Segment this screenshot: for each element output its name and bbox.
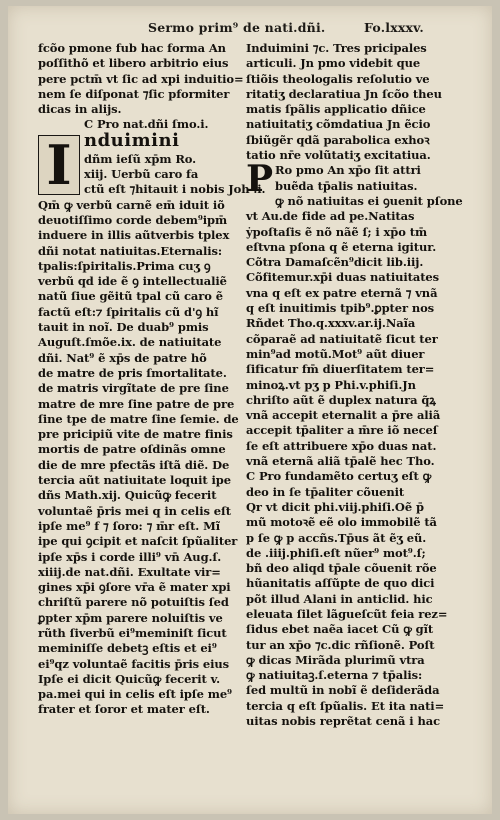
text-line: ſe eſt attribuere xp̄o duas nat.: [246, 438, 437, 453]
text-line: deuotiſſimo corde debem⁹ipm̄: [38, 212, 228, 227]
text-line: de matre de pris ſmortalitate.: [38, 365, 227, 380]
text-line: vna q eſt ex patre eternã ⁊ vnã: [246, 285, 438, 300]
text-line: natiuitatiʒ cõmdatiua Jn ẽcio: [246, 117, 431, 132]
text-line: ipſe xp̄s i corde illi⁹ vn̄ Aug.ſ.: [38, 549, 222, 564]
text-line: tur an xp̄o ⁊c.dic rñſionẽ. Poſt: [246, 637, 435, 652]
text-line: cõparaẽ ad natiuitatẽ ſicut ter: [246, 331, 438, 346]
sermon-heading: C Pro nat.dñi ſmo.i.: [84, 117, 209, 132]
text-line: gines xp̄i ꝯſore vr̄a ẽ mater xpi: [38, 580, 231, 595]
initial-word: nduimini: [84, 129, 180, 151]
text-line: C Pro fundamẽto certuʒ eſt ꝙ: [246, 469, 432, 484]
text-line: eleuata ſilet lãgueſcũt feia rez=: [246, 606, 448, 621]
text-line: Rñdet Tho.q.xxxv.ar.ij.Naĩa: [246, 316, 416, 331]
text-line: frater et ſoror et mater eſt.: [38, 702, 210, 717]
text-line: ipe qui ꝯcipit et naſcit ſpũaliter: [38, 534, 238, 549]
text-line: deo in ſe tp̄aliter cõuenit: [246, 484, 405, 499]
text-line: ipſe me⁹ f ⁊ ſoro: ⁊ m̄r eſt. Mĩ: [38, 518, 221, 533]
decorated-initial: [38, 132, 80, 197]
opening-block: [38, 129, 266, 198]
text-line: dñs Math.xij. Quicũꝙ fecerit: [38, 488, 217, 503]
text-line: meminiſſe debetꝫ eſtis et ei⁹: [38, 641, 217, 656]
left-body-lines: [38, 198, 244, 718]
text-line: ẏpoſtaſis ẽ nõ nãẽ ſ; i xp̄o tm̄: [246, 224, 428, 239]
text-line: Qm̄ ꝙ verbũ carnẽ em̄ iduit iõ: [38, 197, 225, 212]
text-line: pere pctm̄ vt ſic ad xpi induitio=: [38, 71, 244, 86]
text-line: tauit in noĩ. De duab⁹ pmis: [38, 320, 209, 335]
text-line: ſtiõis theologalis reſolutio ve: [246, 71, 430, 86]
page-header: [8, 16, 492, 36]
text-line: natũ ſiue gẽitũ tpal cũ caro ẽ: [38, 289, 223, 304]
text-line: eſtvna pſona q ẽ eterna igitur.: [246, 239, 437, 254]
text-line: buẽda tp̄alis natiuitas.: [275, 178, 418, 193]
text-line: Cõtra Damaſcẽn⁹dicit lib.iij.: [246, 255, 424, 270]
text-line: dñi. Nat⁹ ẽ xp̄s de patre hõ: [38, 350, 207, 365]
text-line: vnã accepit eternalit a p̄re aliã: [246, 408, 441, 423]
text-line: vt Au.de fide ad pe.Natitas: [246, 209, 415, 224]
book-page: [8, 6, 492, 814]
text-line: rũth ſiverbũ ei⁹meminiſt ſicut: [38, 625, 227, 640]
running-title: Sermo prim⁹ de nati.dñi.: [148, 20, 326, 35]
text-line: ꝙ nõ natiuitas ei ꝯuenit pſone: [275, 193, 463, 208]
text-line: Cõfitemur.xp̄i duas natiuitates: [246, 270, 439, 285]
text-line: xiij. Uerbũ caro fa: [84, 167, 199, 182]
text-line: dicas in alijs.: [38, 102, 122, 117]
text-line: matre de mre ſine patre de pre: [38, 396, 235, 411]
text-line: ſine tpe de matre ſine ſemie. de: [38, 411, 239, 426]
text-line: mũ motoꝛẽ eẽ olo immobilẽ tã: [246, 515, 437, 530]
text-line: nem ſe diſponat ⁊ſic pformiter: [38, 86, 230, 101]
text-line: fcõo pmone fub hac forma An: [38, 41, 226, 55]
text-line: ſidus ebet naẽa iacet Cũ ꝙ gĩt: [246, 622, 434, 637]
text-line: pre pricipiũ vite de matre finis: [38, 427, 233, 442]
right-column: [246, 41, 463, 729]
text-line: Qr vt dicit phi.viij.phiſi.Oẽ p̄: [246, 499, 424, 514]
text-line: die de mre pfectãs iſtã diẽ. De: [38, 457, 230, 472]
text-line: ritatiʒ declaratiua Jn ſcõo theu: [246, 86, 442, 101]
text-line: factũ eſt:⁊ ſpiritalis cũ d'ꝯ hĩ: [38, 304, 219, 319]
drop-letter: P: [246, 158, 273, 201]
text-line: minoꝝ.vt pʒ p Phi.v.phiſi.Jn: [246, 377, 416, 392]
text-line: q eſt inuitimis tpib⁹.ꝑpter nos: [246, 301, 435, 316]
text-line: Auguſt.ſmõe.ix. de natiuitate: [38, 335, 222, 350]
text-line: matis ſpãlis applicatio dñice: [246, 102, 426, 117]
text-line: ꝙ dicas Mirãda plurimũ vtra: [246, 652, 425, 667]
text-line: chriſto aũt ẽ duplex natura q̃ꝝ: [246, 392, 436, 407]
text-line: ꝑpter xp̄m parere noluiſtis ve: [38, 610, 223, 625]
text-line: uitas nobis reprẽtat cenã i hac: [246, 714, 440, 729]
initial-letter: I: [46, 132, 72, 197]
text-line: Ipſe ei dicit Quicũꝙ fecerit v.: [38, 671, 220, 686]
text-line: xiiij.de nat.dñi. Exultate vir=: [38, 564, 221, 579]
text-line: verbũ qd ide ẽ ꝯ intellectualiẽ: [38, 274, 227, 289]
text-line: de .iiij.phiſi.eſt nũer⁹ mot⁹.ſ;: [246, 545, 426, 560]
text-line: tatio nr̄e volũtatiʒ excitatiua.: [246, 148, 431, 163]
text-line: poſſithõ et libero arbitrio eius: [38, 56, 229, 71]
text-line: ſbiũgẽr qdã parabolica exhoꝛ: [246, 132, 430, 147]
text-line: min⁹ad motũ.Mot⁹ aũt diuer: [246, 346, 425, 361]
text-line: põt illud Alani in anticlid. hic: [246, 591, 433, 606]
text-line: tercia aũt natiuitate loquit ipe: [38, 473, 231, 488]
text-line: de matris virgĩtate de pre ſine: [38, 381, 229, 396]
text-line: vnã eternã aliã tp̄alẽ hec Tho.: [246, 454, 435, 469]
text-line: tercia q eſt ſpũalis. Et ita nati=: [246, 698, 445, 713]
text-line: pa.mei qui in celis eſt ipſe me⁹: [38, 687, 232, 702]
text-line: hũanitatis aſſũpte de quo dici: [246, 576, 435, 591]
left-column: [38, 41, 266, 718]
text-line: bñ deo aliqd tp̄ale cõuenit rõe: [246, 561, 437, 576]
text-line: accepit tp̄aliter a m̄re iõ neceſ: [246, 423, 438, 438]
text-line: ctũ eſt ⁊hitauit i nobis Joh .i.: [84, 182, 266, 197]
text-line: articuli. Jn pmo videbit que: [246, 56, 421, 71]
text-line: p ſe ꝙ p accñs.Tp̄us ãt ẽʒ eũ.: [246, 530, 427, 545]
text-line: Ro pmo An xp̄o ſit attri: [275, 163, 421, 178]
text-line: ei⁹qz voluntaẽ facitis p̄ris eius: [38, 656, 230, 671]
text-line: ꝙ natiuitaꝫ.ſ.eterna ⁊ tp̄alis:: [246, 668, 423, 683]
left-top-lines: [38, 41, 244, 117]
text-line: dñm ieſũ xp̄m Ro.: [84, 151, 197, 166]
folio-number: Fo.lxxxv.: [364, 20, 424, 35]
text-line: ſed multũ in nobĩ ẽ deſiderãda: [246, 683, 440, 698]
right-top-lines: [246, 41, 458, 163]
text-line: dñi notat natiuitas.Eternalis:: [38, 243, 223, 258]
text-line: Induimini ⁊c. Tres pricipales: [246, 41, 427, 55]
text-line: tpalis:ſpiritalis.Prima cuʒ ꝯ: [38, 258, 211, 273]
text-line: chriſtũ parere nõ potuiſtis ſed: [38, 595, 229, 610]
text-line: voluntaẽ p̄ris mei q in celis eſt: [38, 503, 232, 518]
text-line: ſificatur fm̄ diuerſitatem ter=: [246, 362, 435, 377]
text-line: induere in illis aũtverbis tplex: [38, 228, 230, 243]
text-line: mortis de patre oſdinãs omne: [38, 442, 226, 457]
right-body-lines: [246, 193, 463, 729]
